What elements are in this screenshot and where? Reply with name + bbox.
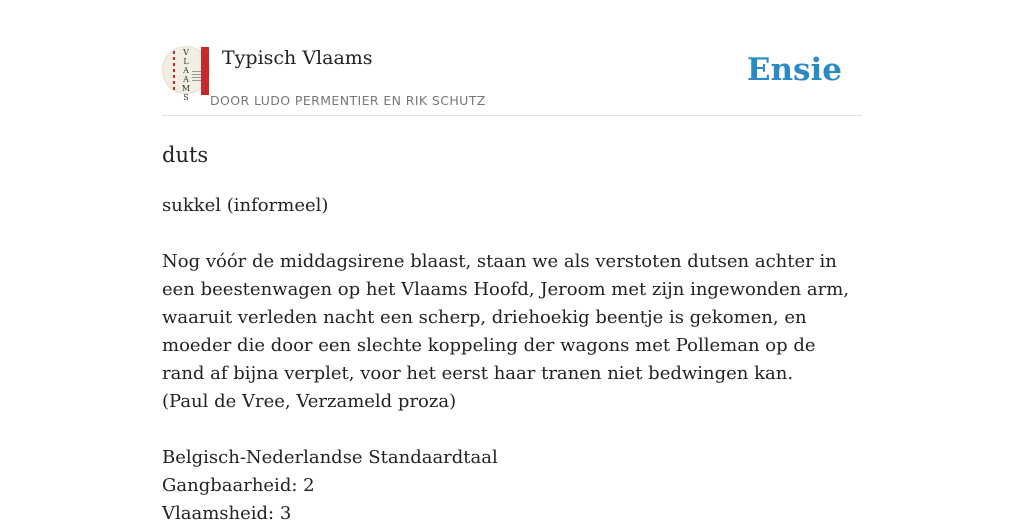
entry-meta-block <box>162 444 862 528</box>
header <box>162 46 862 116</box>
entry-definition: sukkel (informeel) <box>162 195 329 216</box>
book-title[interactable]: Typisch Vlaams <box>222 47 373 69</box>
cover-stripe <box>173 51 175 91</box>
entry-content <box>162 138 862 528</box>
entry-word: duts <box>162 143 209 167</box>
entry-vlaamsheid: Vlaamsheid: 3 <box>162 503 292 524</box>
book-cover-icon[interactable] <box>162 46 210 102</box>
entry-standard: Belgisch-Nederlandse Standaardtaal <box>162 447 498 468</box>
entry-example-block <box>162 248 862 416</box>
book-authors: DOOR LUDO PERMENTIER EN RIK SCHUTZ <box>210 93 486 108</box>
entry-gangbaarheid: Gangbaarheid: 2 <box>162 475 315 496</box>
cover-red-edge <box>201 47 209 95</box>
cover-small-text <box>192 71 201 81</box>
cover-lettering: V L A A M S <box>181 48 191 102</box>
entry-source: (Paul de Vree, Verzameld proza) <box>162 391 457 412</box>
ensie-logo-link[interactable]: Ensie <box>746 52 842 88</box>
entry-example: Nog vóór de middagsirene blaast, staan we als verstoten dutsen achter in een beestenwagen op het Vlaams Hoofd, Jeroom met zijn ingewonden arm, waaruit verleden nacht een scherp, driehoekig beentje is gekomen, en moeder die door een slechte koppeling der wagons met Polleman op de rand af bijna verplet, voor het eerst haar tranen niet bedwingen kan. <box>162 251 850 384</box>
